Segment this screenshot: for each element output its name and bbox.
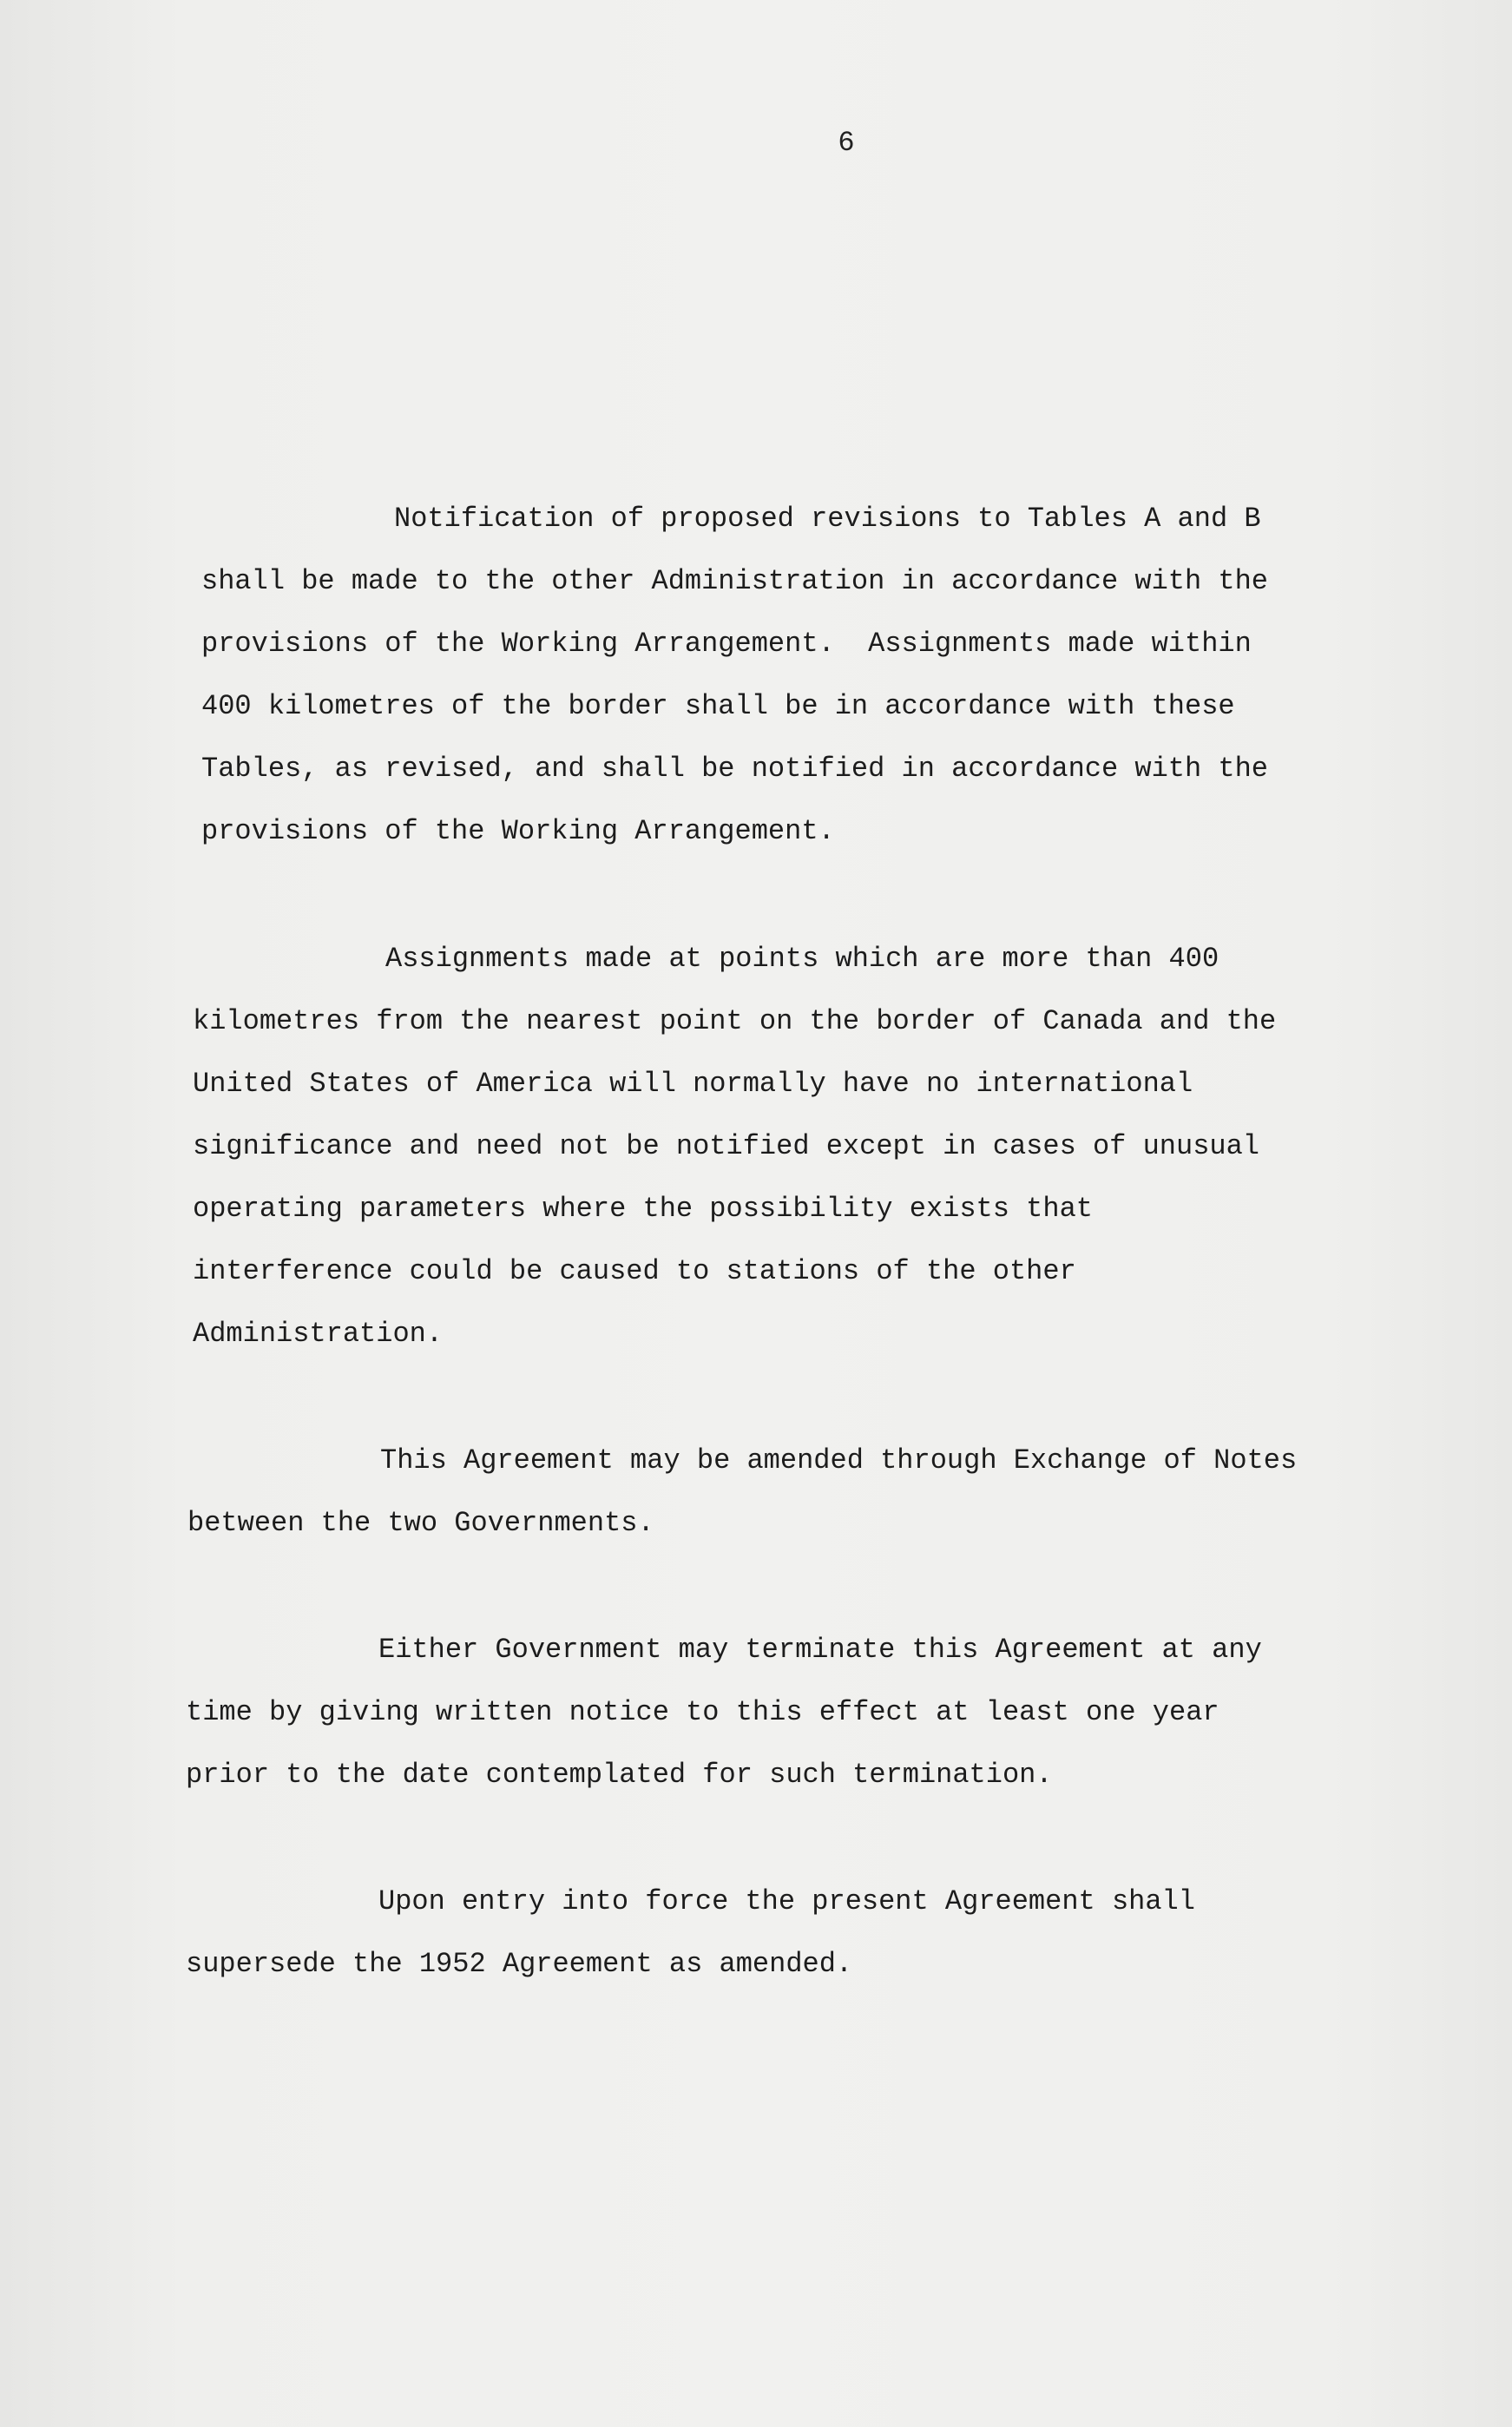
text-line: provisions of the Working Arrangement. <box>201 815 835 847</box>
text-line: Administration. <box>193 1318 444 1350</box>
paragraph-entry-into-force <box>186 1871 1195 1996</box>
text-line: 400 kilometres of the border shall be in accordance with these <box>201 690 1235 722</box>
text-line: kilometres from the nearest point on the border of Canada and the <box>193 1005 1277 1037</box>
text-line: shall be made to the other Administration in accordance with the <box>201 565 1268 597</box>
paragraph-assignments <box>193 928 1276 1365</box>
text-line: operating parameters where the possibility exists that <box>193 1193 1093 1225</box>
page-number: 6 <box>838 127 855 159</box>
text-line: Tables, as revised, and shall be notified in accordance with the <box>201 753 1268 785</box>
paragraph-notification <box>201 488 1268 863</box>
text-line: This Agreement may be amended through Exchange of Notes <box>380 1444 1298 1477</box>
text-line: provisions of the Working Arrangement. Assignments made within <box>201 628 1252 660</box>
text-line: Either Government may terminate this Agreement at any <box>378 1634 1262 1666</box>
text-line: Notification of proposed revisions to Tables A and B <box>394 503 1261 535</box>
text-line: significance and need not be notified except in cases of unusual <box>193 1130 1259 1162</box>
text-line: interference could be caused to stations of the other <box>193 1255 1076 1287</box>
text-line: supersede the 1952 Agreement as amended. <box>186 1948 853 1980</box>
text-line: time by giving written notice to this effect at least one year <box>186 1696 1219 1728</box>
text-line: between the two Governments. <box>187 1507 654 1539</box>
paragraph-amendment <box>187 1430 1297 1555</box>
text-line: prior to the date contemplated for such termination. <box>186 1759 1053 1791</box>
text-line: Upon entry into force the present Agreement shall <box>378 1885 1195 1917</box>
paragraph-termination <box>186 1619 1262 1806</box>
text-line: Assignments made at points which are more than 400 <box>385 943 1219 975</box>
text-line: United States of America will normally have no international <box>193 1068 1193 1100</box>
